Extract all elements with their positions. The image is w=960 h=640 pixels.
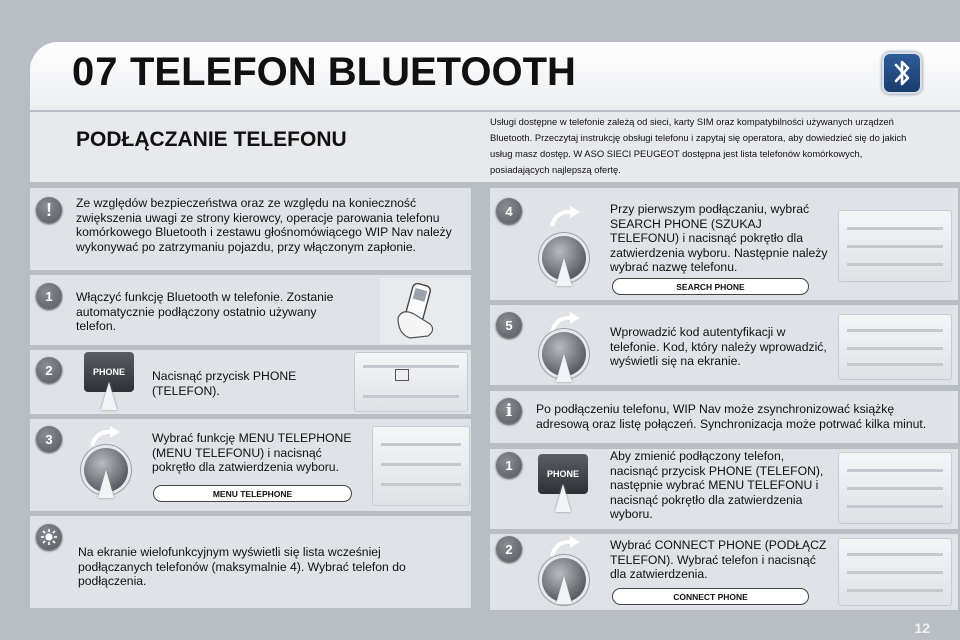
- rotate-arrow-icon: [548, 204, 582, 228]
- press-arrow-icon: [556, 576, 572, 604]
- press-arrow-icon: [556, 354, 572, 382]
- step-1-text: Włączyć funkcję Bluetooth w telefonie. Zostanie automatycznie podłączony ostatnio używany telefon.: [76, 290, 334, 333]
- section-title: PODŁĄCZANIE TELEFONU: [76, 128, 347, 151]
- step-4-badge: 4: [496, 198, 522, 224]
- press-arrow-icon: [556, 258, 572, 286]
- chapter-number: 07: [72, 50, 119, 94]
- warning-icon: !: [36, 197, 62, 223]
- rotate-arrow-icon: [548, 534, 582, 558]
- change-step-1-text: Aby zmienić podłączony telefon, nacisnąć przycisk PHONE (TELEFON), następnie wybrać MENU TELEFONU i nacisnąć pokrętło dla zatwierdzenia wyboru.: [610, 449, 824, 521]
- info-icon: i: [496, 398, 522, 424]
- intro-paragraph: Usługi dostępne w telefonie zależą od sieci, karty SIM oraz kompatybilności używanych urządzeń Bluetooth. Przeczytaj instrukcję obsługi telefonu i zapytaj się operatora, aby dowiedzieć się do jakich usług masz dostęp. W ASO SIECI PEUGEOT dostępna jest lista telefonów komórkowych, posiadających najlepszą ofertę.: [490, 116, 907, 175]
- info-text: Po podłączeniu telefonu, WIP Nav może zsynchronizować książkę adresową oraz listę połączeń. Synchronizacja może potrwać kilka minut.: [536, 402, 927, 431]
- step-5-text: Wprowadzić kod autentyfikacji w telefonie. Kod, który należy wprowadzić, wyświetli się na ekranie.: [610, 325, 827, 368]
- press-arrow-icon: [98, 470, 114, 498]
- rotate-arrow-icon: [548, 310, 582, 334]
- step-2-text: Nacisnąć przycisk PHONE (TELEFON).: [152, 369, 297, 398]
- rotate-arrow-icon: [88, 424, 122, 448]
- warning-text: Ze względów bezpieczeństwa oraz ze względu na konieczność zwiększenia uwagi ze strony kierowcy, operacje parowania telefonu komórkowego Bluetooth i zestawu głośnomówiącego WIP Nav należy wykonywać po zatrzymaniu pojazdu, przy włączonym zapłonie.: [76, 196, 452, 254]
- step-4-text: Przy pierwszym podłączaniu, wybrać SEARCH PHONE (SZUKAJ TELEFONU) i nacisnąć pokrętło dla zatwierdzenia wyboru. Następnie należy wybrać nazwę telefonu.: [610, 202, 828, 274]
- step-5-badge: 5: [496, 312, 522, 338]
- step-3-text: Wybrać funkcję MENU TELEPHONE (MENU TELEFONU) i nacisnąć pokrętło dla zatwierdzenia wyboru.: [152, 431, 352, 474]
- tip-text: Na ekranie wielofunkcyjnym wyświetli się lista wcześniej podłączanych telefonów (maksymalnie 4). Wybrać telefon do podłączenia.: [78, 545, 406, 588]
- radio-unit-illustration: [838, 538, 952, 606]
- step-2-badge: 2: [36, 357, 62, 383]
- step-3-badge: 3: [36, 426, 62, 452]
- phone-button[interactable]: PHONE: [84, 352, 134, 392]
- menu-telephone-label: MENU TELEPHONE: [153, 485, 352, 502]
- change-step-2-badge: 2: [496, 536, 522, 562]
- phone-button[interactable]: PHONE: [538, 454, 588, 494]
- page-number: 12: [914, 620, 930, 636]
- radio-unit-illustration: [354, 352, 468, 412]
- press-arrow-icon: [555, 484, 571, 512]
- radio-unit-illustration: [838, 210, 952, 282]
- change-step-2-text: Wybrać CONNECT PHONE (PODŁĄCZ TELEFON). Wybrać telefon i nacisnąć dla zatwierdzenia.: [610, 538, 827, 581]
- mobile-phone-illustration: [380, 278, 470, 344]
- change-step-1-badge: 1: [496, 452, 522, 478]
- press-arrow-icon: [101, 382, 117, 410]
- search-phone-label: SEARCH PHONE: [612, 278, 809, 295]
- tip-sun-icon: [36, 524, 62, 550]
- chapter-title: TELEFON BLUETOOTH: [130, 50, 576, 94]
- radio-unit-illustration: [838, 314, 952, 380]
- phone-key-highlight: [395, 369, 409, 381]
- step-1-badge: 1: [36, 283, 62, 309]
- bluetooth-icon: [882, 52, 922, 94]
- connect-phone-label: CONNECT PHONE: [612, 588, 809, 605]
- radio-unit-illustration: [372, 426, 470, 506]
- radio-unit-illustration: [838, 452, 952, 524]
